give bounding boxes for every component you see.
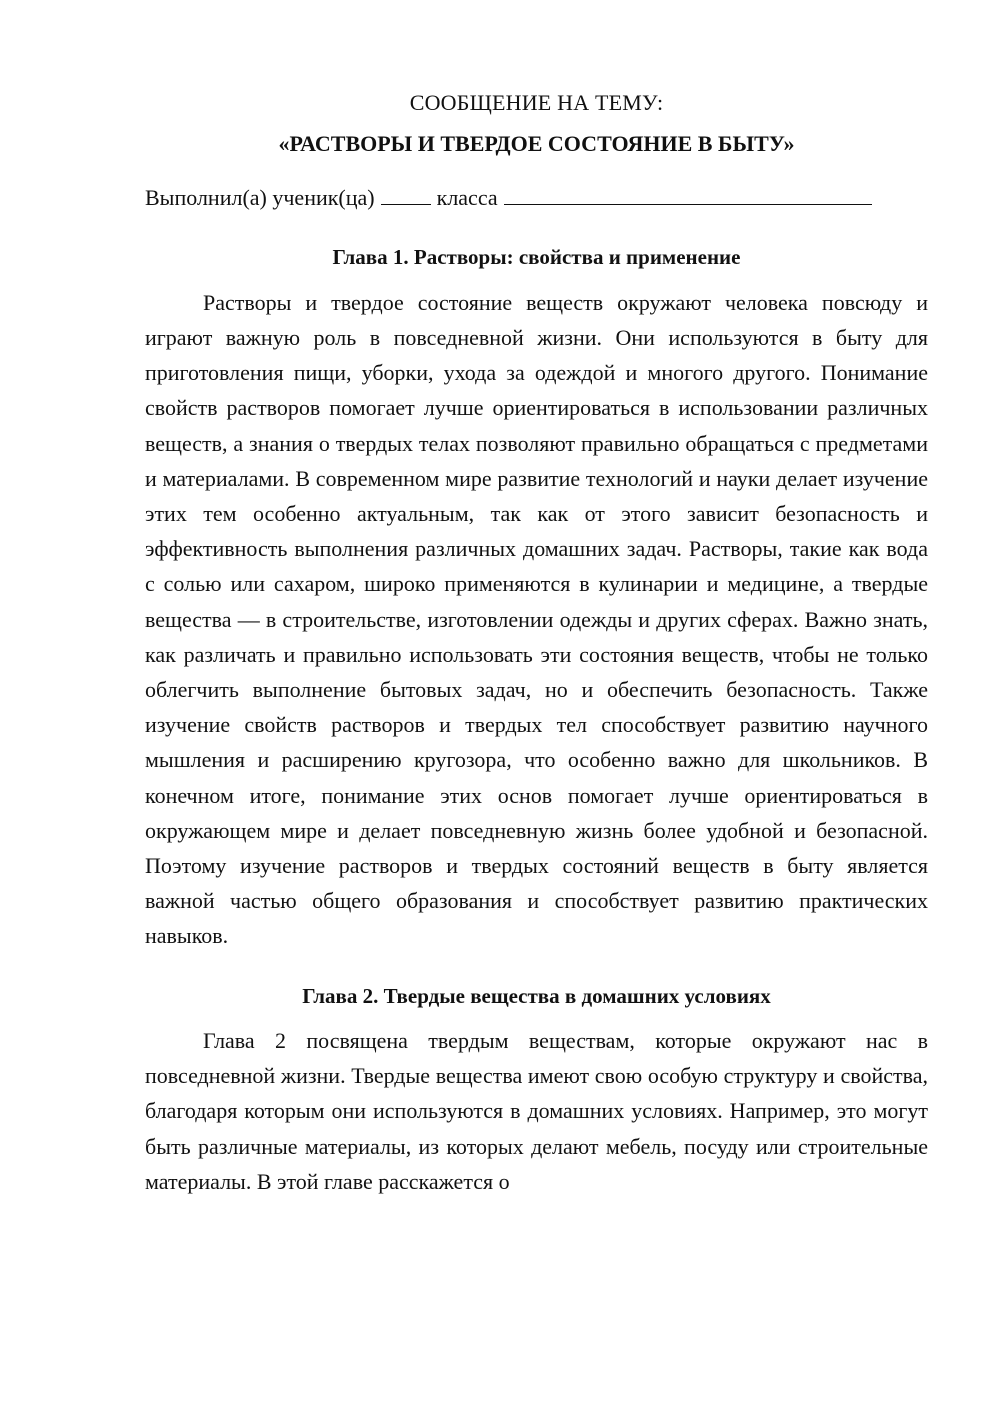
chapter-1-title: Глава 1. Растворы: свойства и применение — [332, 245, 741, 270]
author-line — [145, 182, 928, 214]
chapter-2-title: Глава 2. Твердые вещества в домашних условиях — [302, 983, 771, 1008]
chapter-2-paragraph: Глава 2 посвящена твердым веществам, которые окружают нас в повседневной жизни. Твердые вещества имеют свою особую структуру и свойства, благодаря которым они используются в домашних условиях. Например, это могут быть различные материалы, из которых делают мебель, посуду или строительные материалы. В этой главе расскажется о — [145, 1028, 928, 1194]
chapter-1-paragraph: Растворы и твердое состояние веществ окружают человека повсюду и играют важную роль в повседневной жизни. Они используются в быту для приготовления пищи, уборки, ухода за одеждой и многого другого. Понимание свойств растворов помогает лучше ориентироваться в использовании различных веществ, а знания о твердых телах позволяют правильно обращаться с предметами и материалами. В современном мире развитие технологий и науки делает изучение этих тем особенно актуальным, так как от этого зависит безопасность и эффективность выполнения различных домашних задач. Растворы, такие как вода с солью или сахаром, широко применяются в кулинарии и медицине, а твердые вещества — в строительстве, изготовлении одежды и других сферах. Важно знать, как различать и правильно использовать эти состояния веществ, чтобы не только облегчить выполнение бытовых задач, но и обеспечить безопасность. Также изучение свойств растворов и твердых тел способствует развитию научного мышления и расширению кругозора, что особенно важно для школьников. В конечном итоге, понимание этих основ помогает лучше ориентироваться в окружающем мире и делает повседневную жизнь более удобной и безопасной. Поэтому изучение растворов и твердых состояний веществ в быту является важной частью общего образования и способствует развитию практических навыков. — [145, 289, 928, 949]
grade-blank-field — [381, 182, 431, 205]
document-header-label: СООБЩЕНИЕ НА ТЕМУ: — [409, 90, 664, 115]
name-blank-field — [504, 182, 872, 205]
document-page — [145, 88, 928, 1199]
class-word: класса — [436, 184, 498, 210]
author-prefix: Выполнил(а) ученик(ца) — [145, 184, 375, 210]
document-title: «РАСТВОРЫ И ТВЕРДОЕ СОСТОЯНИЕ В БЫТУ» — [278, 130, 795, 156]
